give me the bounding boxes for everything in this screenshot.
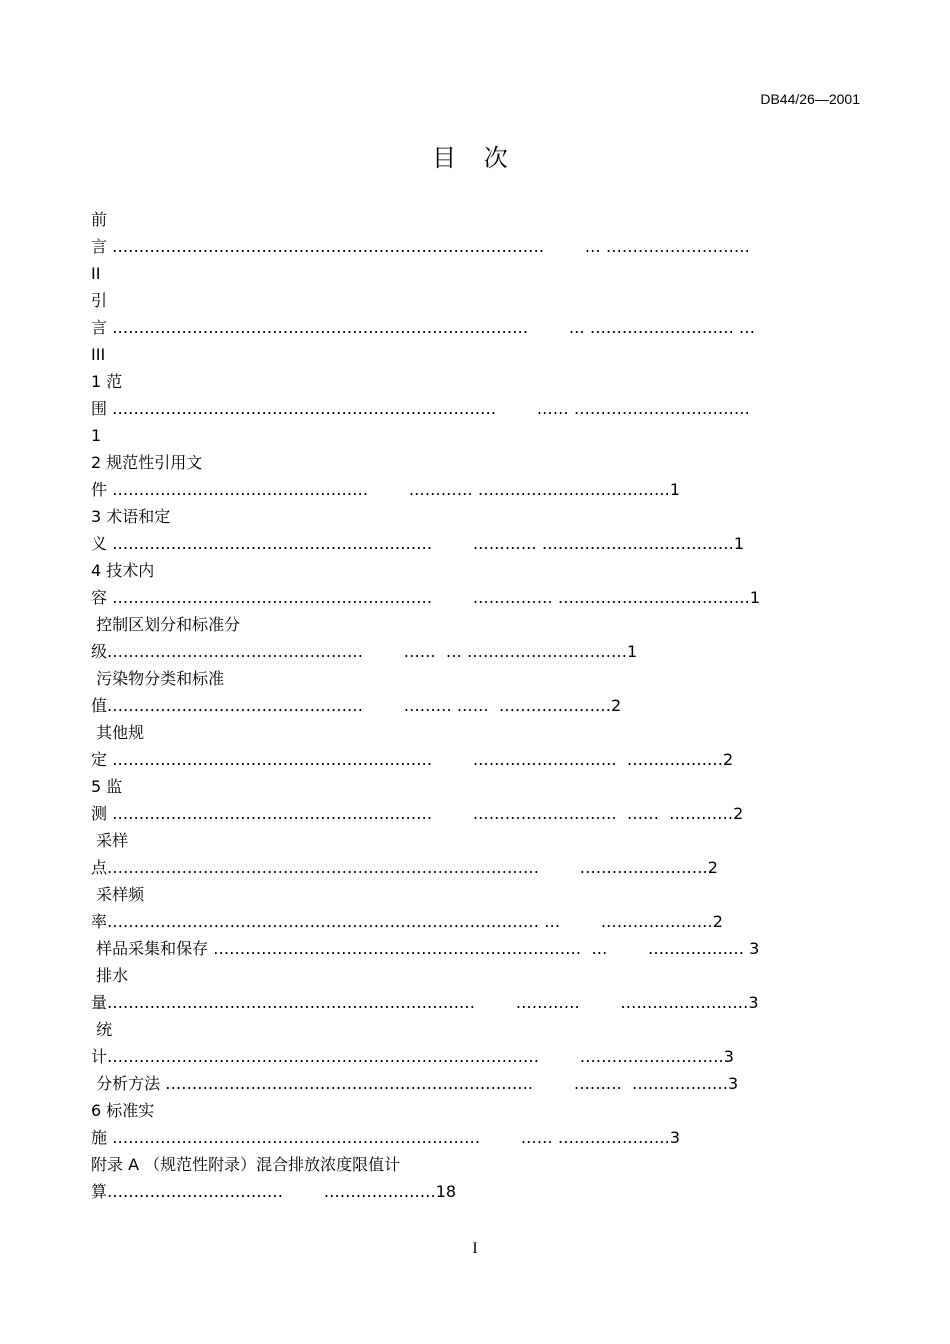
document-code: DB44/26—2001 xyxy=(760,91,860,107)
page-title: 目 次 xyxy=(432,144,518,172)
table-of-contents xyxy=(91,206,871,1205)
toc-line: 6 标准实 xyxy=(91,1101,155,1120)
toc-line: 量…………………………………………………………… ………… ……………………3 xyxy=(91,993,759,1012)
toc-line: 点……………………………………………………………………… ……………………2 xyxy=(91,858,718,877)
toc-line: 率……………………………………………………………………… … …………………2 xyxy=(91,912,723,931)
toc-line: 3 术语和定 xyxy=(91,507,171,526)
toc-line: 件 ………………………………………… ………… ………………………………1 xyxy=(91,480,681,499)
toc-line: 1 xyxy=(91,426,102,445)
toc-line: 分析方法 …………………………………………………………… ……… ………………3 xyxy=(91,1074,739,1093)
toc-line: 言 …………………………………………………………………… … ……………………… … xyxy=(91,318,755,337)
toc-line: 污染物分类和标准 xyxy=(91,669,225,688)
toc-line: 4 技术内 xyxy=(91,561,155,580)
toc-line: III xyxy=(91,345,106,364)
toc-line: 5 监 xyxy=(91,777,123,796)
toc-line: 控制区划分和标准分 xyxy=(91,615,241,634)
toc-line: 围 ……………………………………………………………… …… …………………………… xyxy=(91,399,750,418)
toc-line: 引 xyxy=(91,291,108,310)
toc-line: II xyxy=(91,264,101,283)
toc-line: 言 ……………………………………………………………………… … ……………………… xyxy=(91,237,750,256)
toc-line: 采样 xyxy=(91,831,129,850)
toc-line: 义 …………………………………………………… ………… ………………………………1 xyxy=(91,534,745,553)
toc-line: 其他规 xyxy=(91,723,145,742)
toc-line: 前 xyxy=(91,210,108,229)
toc-line: 2 规范性引用文 xyxy=(91,453,203,472)
toc-line: 样品采集和保存 …………………………………………………………… … ……………… 3 xyxy=(91,939,760,958)
toc-line: 定 …………………………………………………… ……………………… ………………2 xyxy=(91,750,734,769)
toc-line: 值………………………………………… ……… …… …………………2 xyxy=(91,696,622,715)
toc-line: 算…………………………… …………………18 xyxy=(91,1182,457,1201)
toc-line: 测 …………………………………………………… ……………………… …… …………2 xyxy=(91,804,744,823)
toc-line: 采样频 xyxy=(91,885,145,904)
toc-line: 容 …………………………………………………… …………… ………………………………1 xyxy=(91,588,761,607)
toc-line: 1 范 xyxy=(91,372,123,391)
toc-line: 排水 xyxy=(91,966,129,985)
toc-line: 附录 A （规范性附录）混合排放浓度限值计 xyxy=(91,1155,401,1174)
toc-line: 级………………………………………… …… … …………………………1 xyxy=(91,642,638,661)
toc-line: 统 xyxy=(91,1020,113,1039)
toc-line: 施 …………………………………………………………… …… …………………3 xyxy=(91,1128,681,1147)
toc-line: 计……………………………………………………………………… ………………………3 xyxy=(91,1047,734,1066)
page-number: I xyxy=(472,1240,478,1257)
